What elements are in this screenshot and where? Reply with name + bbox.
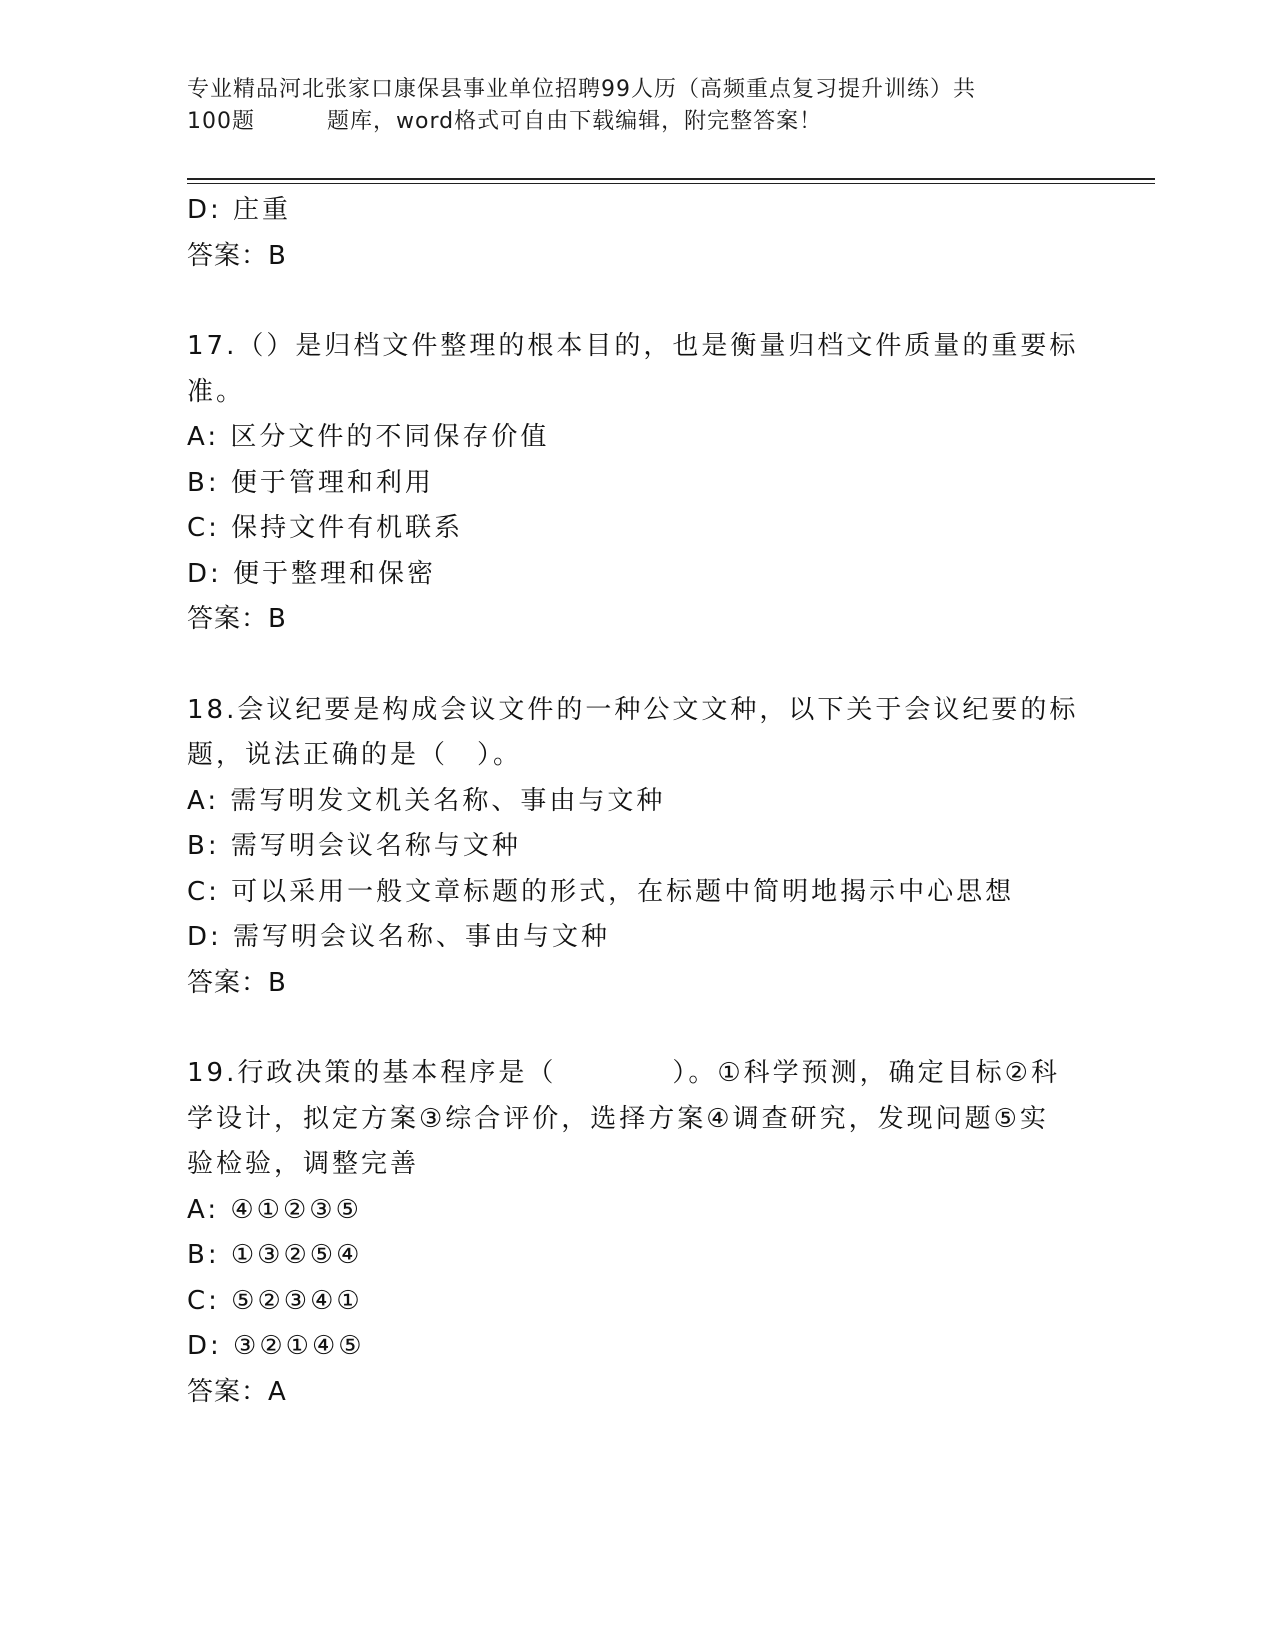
option-d: D: 需写明会议名称、事由与文种 — [187, 922, 611, 952]
previous-question-tail — [187, 188, 1087, 279]
option-b: B: 需写明会议名称与文种 — [187, 831, 521, 861]
header-divider-thick — [187, 178, 1155, 180]
question-17 — [187, 324, 1087, 643]
option-b: B: 便于管理和利用 — [187, 467, 434, 498]
question-18 — [187, 688, 1087, 1007]
header-line-1: 专业精品河北张家口康保县事业单位招聘99人历（高频重点复习提升训练）共 — [187, 77, 976, 102]
question-stem-line: 19.行政决策的基本程序是（ ）。①科学预测，确定目标②科 — [187, 1058, 1060, 1088]
option-a: A: 区分文件的不同保存价值 — [187, 422, 550, 452]
option-a: A: ④①②③⑤ — [187, 1194, 362, 1225]
question-stem-line: 学设计，拟定方案③综合评价，选择方案④调查研究，发现问题⑤实 — [187, 1103, 1049, 1134]
option-d: D: ③②①④⑤ — [187, 1331, 365, 1361]
option-d: D: 庄重 — [187, 195, 292, 225]
option-d: D: 便于整理和保密 — [187, 558, 437, 589]
question-19 — [187, 1051, 1087, 1415]
option-c: C: 可以采用一般文章标题的形式，在标题中简明地揭示中心思想 — [187, 876, 1015, 907]
header-line-2-end: 题库，word格式可自由下载编辑，附完整答案！ — [327, 109, 823, 134]
option-a: A: 需写明发文机关名称、事由与文种 — [187, 785, 666, 816]
header-line-2 — [187, 106, 1087, 138]
header-divider-thin — [187, 183, 1155, 184]
option-c: C: 保持文件有机联系 — [187, 513, 464, 543]
question-stem-line: 题，说法正确的是（ ）。 — [187, 740, 523, 770]
answer-line: 答案：B — [187, 604, 287, 634]
page-header — [187, 74, 1087, 138]
answer-line: 答案：B — [187, 240, 287, 271]
option-b: B: ①③②⑤④ — [187, 1240, 363, 1270]
question-stem-line: 17.（）是归档文件整理的根本目的，也是衡量归档文件质量的重要标 — [187, 331, 1079, 361]
option-c: C: ⑤②③④① — [187, 1285, 363, 1316]
header-line-2-start: 100题 — [187, 109, 255, 134]
answer-line: 答案：B — [187, 967, 287, 998]
answer-line: 答案：A — [187, 1376, 287, 1407]
question-stem-line: 准。 — [187, 376, 246, 407]
question-stem-line: 18.会议纪要是构成会议文件的一种公文文种，以下关于会议纪要的标 — [187, 694, 1079, 725]
question-list — [187, 188, 1087, 1415]
question-stem-line: 验检验，调整完善 — [187, 1149, 420, 1179]
